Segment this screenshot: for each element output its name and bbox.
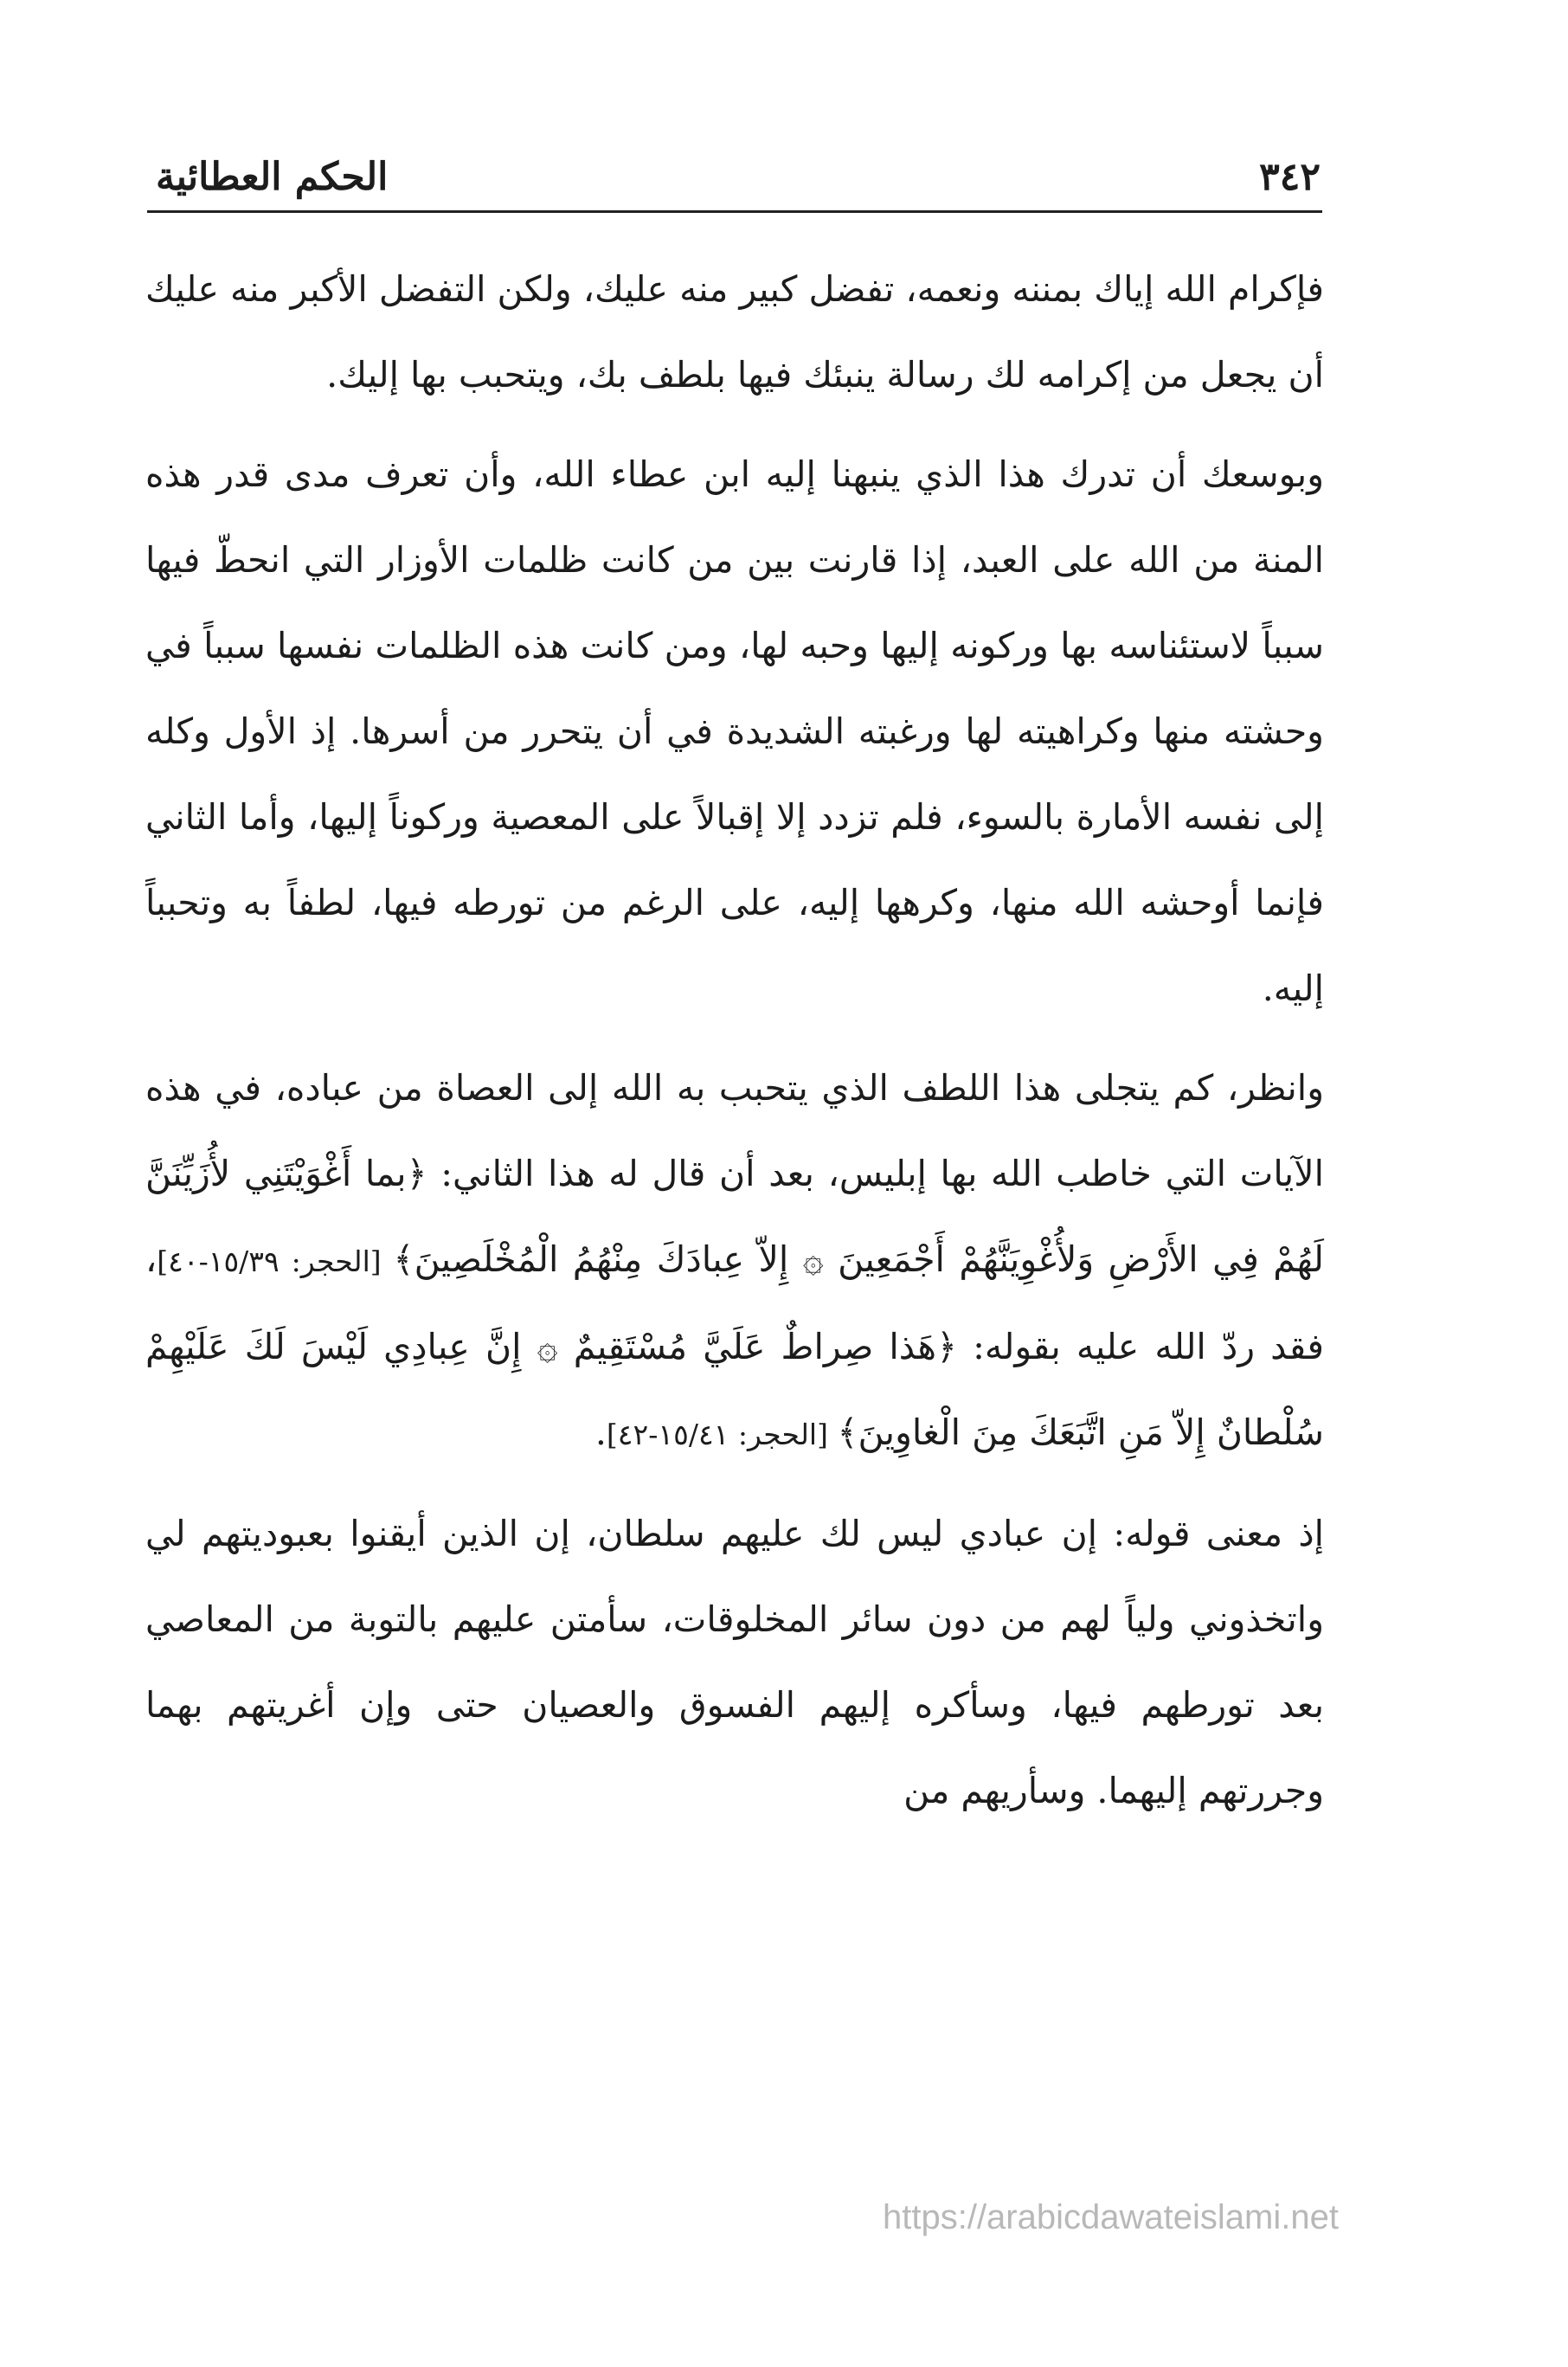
page-header <box>156 147 1321 208</box>
page-body <box>145 247 1324 1848</box>
verse-reference-1: [الحجر: ١٥/٣٩-٤٠] <box>157 1245 394 1278</box>
paragraph-3-intro: وانظر، كم يتجلى هذا اللطف الذي يتحبب به الله إلى العصاة من عباده، في هذه الآيات التي خاطب الله بها إبليس، بعد أن قال له هذا الثاني: <box>145 1067 1324 1194</box>
paragraph-3 <box>145 1045 1324 1477</box>
header-divider <box>147 210 1322 213</box>
paragraph-3-end: . <box>594 1412 607 1453</box>
paragraph-4: إذ معنى قوله: إن عبادي ليس لك عليهم سلطان، إن الذين أيقنوا بعبوديتهم لي واتخذوني ولياً لهم من دون سائر المخلوقات، سأمتن عليهم بالتوبة من المعاصي بعد تورطهم فيها، وسأكره إليهم الفسوق والعصيان حتى وإن أغريتهم بهما وجررتهم إليهما. وسأريهم من <box>145 1513 1325 1811</box>
paragraph-1: فإكرام الله إياك بمننه ونعمه، تفضل كبير منه عليك، ولكن التفضل الأكبر منه عليك أن يجعل من إكرامه لك رسالة ينبئك فيها بلطف بك، ويتحبب بها إليك. <box>145 268 1324 396</box>
verse-reference-2: [الحجر: ١٥/٤١-٤٢] <box>606 1418 838 1451</box>
paragraph-3-middle: ، فقد ردّ الله عليه بقوله: <box>145 1238 1325 1367</box>
page-number: ٣٤٢ <box>1259 155 1321 199</box>
book-title: الحكم العطائية <box>156 155 389 199</box>
quran-verse-2: ﴿هَذا صِراطٌ عَلَيَّ مُسْتَقِيمٌ ۞ إِنَّ عِبادِي لَيْسَ لَكَ عَلَيْهِمْ سُلْطانٌ إِلاّ مَنِ اتَّبَعَكَ مِنَ الْغاوِينَ﴾ <box>145 1326 1324 1453</box>
paragraph-2: وبوسعك أن تدرك هذا الذي ينبهنا إليه ابن عطاء الله، وأن تعرف مدى قدر هذه المنة من الله على العبد، إذا قارنت بين من كانت ظلمات الأوزار التي انحطّ فيها سبباً لاستئناسه بها وركونه إليها وحبه لها، ومن كانت هذه الظلمات نفسها سبباً في وحشته منها وكراهيته لها ورغبته الشديدة في أن يتحرر من أسرها. إذ الأول وكله إلى نفسه الأمارة بالسوء، فلم تزدد إلا إقبالاً على المعصية وركوناً إليها، وأما الثاني فإنما أوحشه الله منها، وكرهها إليه، على الرغم من تورطه فيها، لطفاً به وتحبباً إليه. <box>145 453 1324 1009</box>
quran-verse-1: ﴿بما أَغْوَيْتَنِي لأُزَيِّنَنَّ لَهُمْ فِي الأَرْضِ وَلأُغْوِيَنَّهُمْ أَجْمَعِينَ ۞ إِلاّ عِبادَكَ مِنْهُمُ الْمُخْلَصِينَ﴾ <box>145 1153 1324 1280</box>
website-watermark: https://arabicdawateislami.net <box>883 2198 1339 2236</box>
